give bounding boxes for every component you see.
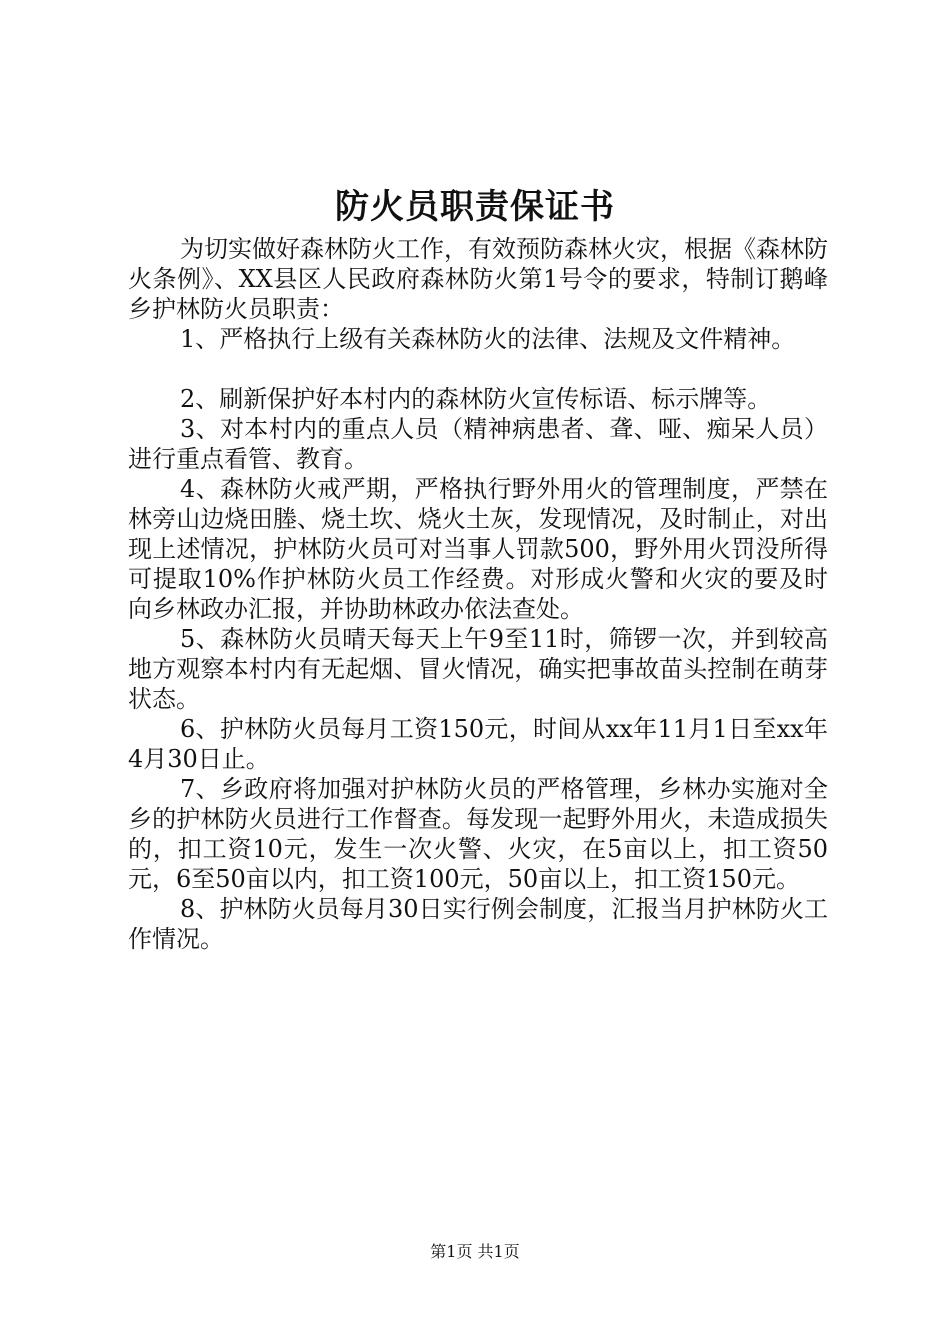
duty-item-4: 4、森林防火戒严期，严格执行野外用火的管理制度，严禁在林旁山边烧田塍、烧土坎、烧火土灰，发现情况，及时制止，对出现上述情况，护林防火员可对当事人罚款500，野外用火罚没所得可提取10%作护林防火员工作经费。对形成火警和火灾的要及时向乡林政办汇报，并协助林政办依法查处。	[128, 475, 828, 623]
page-footer: 第1页 共1页	[430, 1242, 520, 1261]
duty-item-8: 8、护林防火员每月30日实行例会制度，汇报当月护林防火工作情况。	[128, 895, 828, 953]
duty-item-1: 1、严格执行上级有关森林防火的法律、法规及文件精神。	[180, 325, 796, 353]
duty-item-2: 2、刷新保护好本村内的森林防火宣传标语、标示牌等。	[180, 385, 772, 413]
intro-paragraph: 为切实做好森林防火工作，有效预防森林火灾，根据《森林防火条例》、XX县区人民政府森林防火第1号令的要求，特制订鹅峰乡护林防火员职责：	[128, 235, 828, 323]
document-title: 防火员职责保证书	[335, 187, 615, 227]
duty-item-7: 7、乡政府将加强对护林防火员的严格管理，乡林办实施对全乡的护林防火员进行工作督查。每发现一起野外用火，未造成损失的，扣工资10元，发生一次火警、火灾，在5亩以上，扣工资50元，6至50亩以内，扣工资100元，50亩以上，扣工资150元。	[128, 775, 828, 893]
duty-item-6: 6、护林防火员每月工资150元，时间从xx年11月1日至xx年4月30日止。	[128, 715, 828, 773]
duty-item-5: 5、森林防火员晴天每天上午9至11时，筛锣一次，并到较高地方观察本村内有无起烟、冒火情况，确实把事故苗头控制在萌芽状态。	[128, 625, 828, 713]
duty-item-3: 3、对本村内的重点人员（精神病患者、聋、哑、痴呆人员）进行重点看管、教育。	[128, 415, 828, 473]
document-body	[128, 234, 828, 954]
